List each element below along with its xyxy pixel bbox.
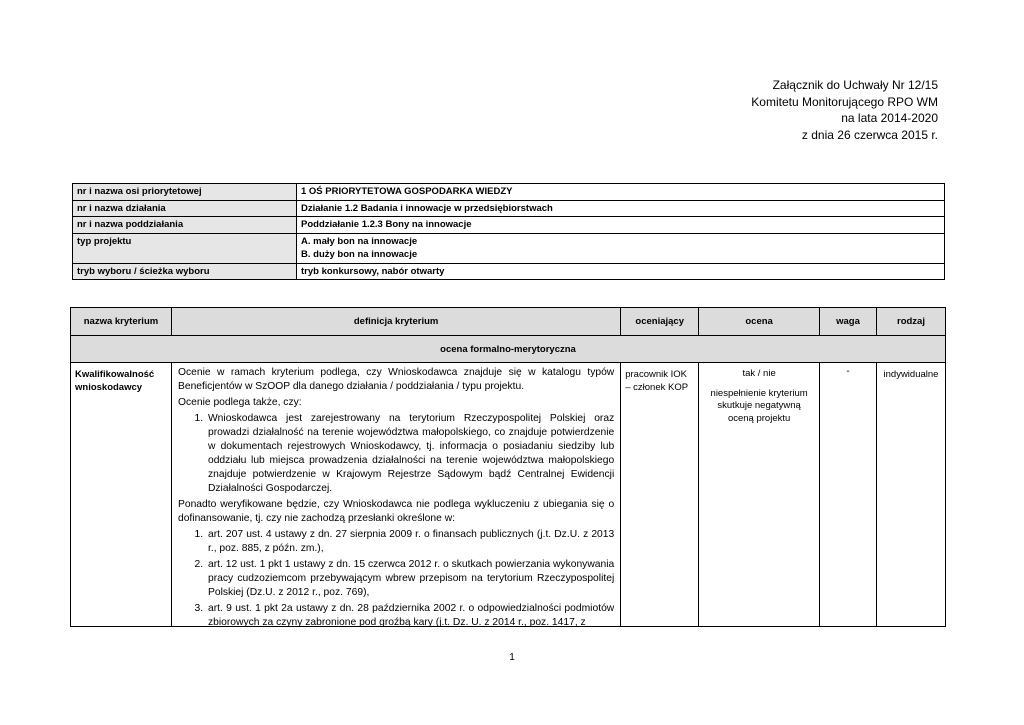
header-line-2: Komitetu Monitorującego RPO WM xyxy=(751,94,938,109)
info-value: tryb konkursowy, nabór otwarty xyxy=(297,263,945,280)
document-header xyxy=(751,77,938,143)
list-item: 2. art. 12 ust. 1 pkt 1 ustawy z dn. 15 czerwca 2012 r. o skutkach powierzania wykonywania pracy cudzoziemcom przebywającym wbrew przepisom na terytorium Rzeczypospolitej Polskiej (Dz.U. z 2012 r., poz. 769), xyxy=(206,558,614,600)
project-type-b: B. duży bon na innowacje xyxy=(301,249,418,260)
list-item: 3. art. 9 ust. 1 pkt 2a ustawy z dn. 28 października 2002 r. o odpowiedzialności podmiotów zbiorowych za czyny zabronione pod groźbą kary (j.t. Dz. U. z 2014 r., poz. 1417, z xyxy=(206,602,614,630)
info-value: Poddziałanie 1.2.3 Bony na innowacje xyxy=(297,217,945,234)
criterion-evaluator: pracownik IOK – członek KOP xyxy=(621,363,699,627)
info-value xyxy=(297,233,945,263)
criteria-table xyxy=(70,307,946,627)
header-line-4: z dnia 26 czerwca 2015 r. xyxy=(801,127,938,142)
score-note: niespełnienie kryterium skutkuje negatywną oceną projektu xyxy=(710,387,808,424)
header-line-1: Załącznik do Uchwały Nr 12/15 xyxy=(772,78,938,92)
info-row xyxy=(73,217,945,234)
criterion-score xyxy=(699,363,820,627)
info-row xyxy=(73,184,945,201)
header-line-3: na lata 2014-2020 xyxy=(841,111,938,125)
col-header-name: nazwa kryterium xyxy=(71,308,172,336)
criterion-kind: indywidualne xyxy=(876,363,945,627)
criterion-definition xyxy=(171,363,620,627)
col-header-score: ocena xyxy=(699,308,820,336)
score-value: tak / nie xyxy=(742,368,776,379)
info-value: Działanie 1.2 Badania i innowacje w przedsiębiorstwach xyxy=(297,200,945,217)
list-item: 1. Wnioskodawca jest zarejestrowany na terytorium Rzeczypospolitej Polskiej oraz prowadzi działalność na terenie województwa małopolskiego, co znajduje potwierdzenie w dokumentach rejestrowych Wnioskodawcy, tj. informacja o posiadaniu siedziby lub oddziału lub miejsca prowadzenia działalności na terenie województwa małopolskiego znajduje potwierdzenie w Krajowym Rejestrze Sądowym bądź Centralnej Ewidencji Działalności Gospodarczej. xyxy=(206,412,614,496)
col-header-weight: waga xyxy=(820,308,877,336)
definition-paragraph: Ocenie podlega także, czy: xyxy=(177,397,302,408)
info-label: nr i nazwa działania xyxy=(73,200,297,217)
definition-list-2 xyxy=(178,528,614,630)
page-number: 1 xyxy=(509,652,515,663)
col-header-evaluator: oceniający xyxy=(621,308,699,336)
info-table xyxy=(72,183,945,280)
section-title: ocena formalno-merytoryczna xyxy=(71,336,946,363)
definition-paragraph: Ponadto weryfikowane będzie, czy Wnioskodawca nie podlega wykluczeniu z ubiegania się o dofinansowanie, tj. czy nie zachodzą przesłanki określone w: xyxy=(177,499,615,524)
definition-paragraph: Ocenie w ramach kryterium podlega, czy Wnioskodawca znajduje się w katalogu typów Beneficjentów w SzOOP dla danego działania / poddziałania / typu projektu. xyxy=(177,367,615,392)
criterion-row xyxy=(71,363,946,627)
col-header-definition: definicja kryterium xyxy=(171,308,620,336)
definition-list-1 xyxy=(178,412,614,496)
info-label: nr i nazwa poddziałania xyxy=(73,217,297,234)
info-label: tryb wyboru / ścieżka wyboru xyxy=(73,263,297,280)
info-label: nr i nazwa osi priorytetowej xyxy=(73,184,297,201)
section-row xyxy=(71,336,946,363)
info-row xyxy=(73,200,945,217)
info-row xyxy=(73,233,945,263)
info-label: typ projektu xyxy=(73,233,297,263)
col-header-kind: rodzaj xyxy=(876,308,945,336)
info-row xyxy=(73,263,945,280)
info-value: 1 OŚ PRIORYTETOWA GOSPODARKA WIEDZY xyxy=(297,184,945,201)
project-type-a: A. mały bon na innowacje xyxy=(301,235,418,247)
criteria-header-row xyxy=(71,308,946,336)
list-item: 1. art. 207 ust. 4 ustawy z dn. 27 sierpnia 2009 r. o finansach publicznych (j.t. Dz.U. z 2013 r., poz. 885, z późn. zm.), xyxy=(206,528,614,556)
criterion-weight: - xyxy=(820,363,877,627)
criterion-name: Kwalifikowalność wnioskodawcy xyxy=(71,363,172,627)
